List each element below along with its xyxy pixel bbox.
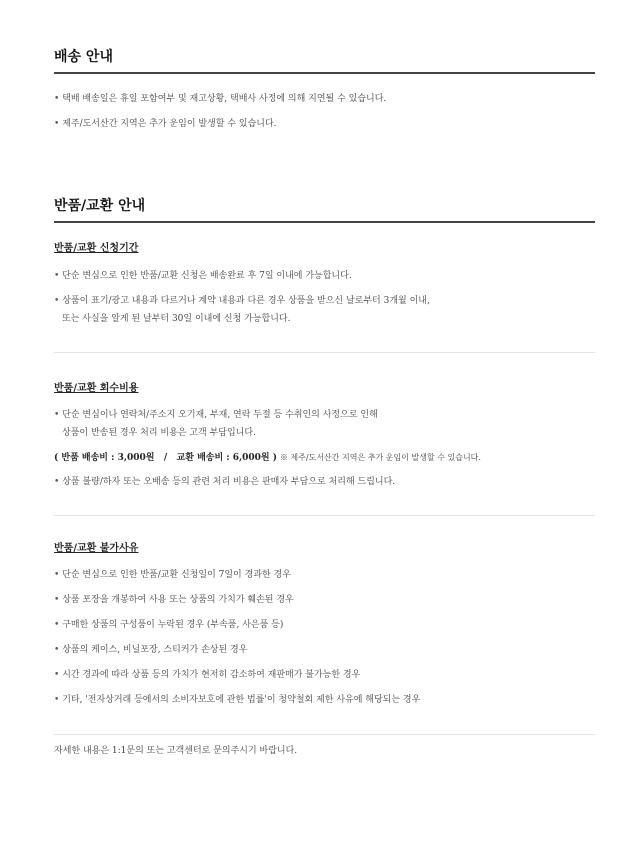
return-period-text: 단순 변심으로 인한 반품/교환 신청은 배송완료 후 7일 이내에 가능합니다.	[62, 271, 352, 281]
return-invalid-title: 반품/교환 불가사유	[54, 543, 139, 554]
return-invalid-text: 시간 경과에 따라 상품 등의 가치가 현저히 감소하여 재판매가 불가능한 경우	[62, 670, 361, 680]
bullet: •	[54, 695, 60, 705]
return-cost-item	[54, 409, 595, 422]
return-period-text-continued: 또는 사실을 알게 된 날부터 30일 이내에 신청 가능합니다.	[62, 314, 291, 324]
return-fee-amounts: ( 반품 배송비 : 3,000원 / 교환 배송비 : 6,000원 )	[54, 453, 278, 463]
bullet: •	[54, 620, 60, 630]
return-cost-item	[54, 476, 595, 489]
return-period-text: 상품이 표기/광고 내용과 다르거나 계약 내용과 다른 경우 상품을 받으신 날로부터 3개월 이내,	[62, 296, 430, 306]
return-invalid-text: 구매한 상품의 구성품이 누락된 경우 (부속품, 사은품 등)	[62, 620, 284, 630]
bullet: •	[54, 410, 60, 420]
shipping-section-title: 배송 안내	[54, 48, 595, 74]
shipping-item-text: 제주/도서산간 지역은 추가 운임이 발생할 수 있습니다.	[62, 119, 277, 129]
returns-section-title: 반품/교환 안내	[54, 197, 595, 223]
bullet: •	[54, 670, 60, 680]
return-fee-note: ※ 제주/도서산간 지역은 추가 운임이 발생할 수 있습니다.	[279, 453, 481, 462]
return-invalid-item	[54, 644, 595, 657]
divider	[54, 352, 595, 353]
return-invalid-text: 기타, '전자상거래 등에서의 소비자보호에 관한 법률'이 청약철회 제한 사유에 해당되는 경우	[62, 695, 421, 705]
return-invalid-item	[54, 669, 595, 682]
bullet: •	[54, 645, 60, 655]
return-cost-text: 단순 변심이나 연락처/주소지 오기재, 부재, 연락 두절 등 수취인의 사정으로 인해	[62, 410, 378, 420]
divider	[54, 515, 595, 516]
return-cost-title: 반품/교환 회수비용	[54, 383, 139, 394]
bullet: •	[54, 570, 60, 580]
return-cost-text-continued: 상품이 반송된 경우 처리 비용은 고객 부담입니다.	[62, 428, 256, 438]
bullet: •	[54, 119, 60, 129]
return-invalid-text: 상품 포장을 개봉하여 사용 또는 상품의 가치가 훼손된 경우	[62, 595, 294, 605]
shipping-item-text: 택배 배송일은 휴일 포함여부 및 재고상황, 택배사 사정에 의해 지연될 수 있습니다.	[62, 94, 387, 104]
bullet: •	[54, 477, 60, 487]
return-invalid-item	[54, 694, 595, 707]
return-fee-line	[54, 451, 595, 465]
return-period-title: 반품/교환 신청기간	[54, 243, 139, 254]
return-invalid-item	[54, 594, 595, 607]
return-invalid-item	[54, 619, 595, 632]
return-period-item	[54, 295, 595, 308]
bullet: •	[54, 271, 60, 281]
return-invalid-item	[54, 569, 595, 582]
bullet: •	[54, 94, 60, 104]
return-invalid-text: 단순 변심으로 인한 반품/교환 신청일이 7일이 경과한 경우	[62, 570, 291, 580]
return-period-item	[54, 270, 595, 283]
divider	[54, 734, 595, 735]
shipping-item	[54, 118, 595, 131]
shipping-item	[54, 93, 595, 106]
bullet: •	[54, 296, 60, 306]
return-invalid-text: 상품의 케이스, 비닐포장, 스티커가 손상된 경우	[62, 645, 248, 655]
footer-note: 자세한 내용은 1:1문의 또는 고객센터로 문의주시기 바랍니다.	[54, 746, 298, 756]
return-cost-text: 상품 불량/하자 또는 오배송 등의 관련 처리 비용은 판매자 부담으로 처리해 드립니다.	[62, 477, 396, 487]
bullet: •	[54, 595, 60, 605]
